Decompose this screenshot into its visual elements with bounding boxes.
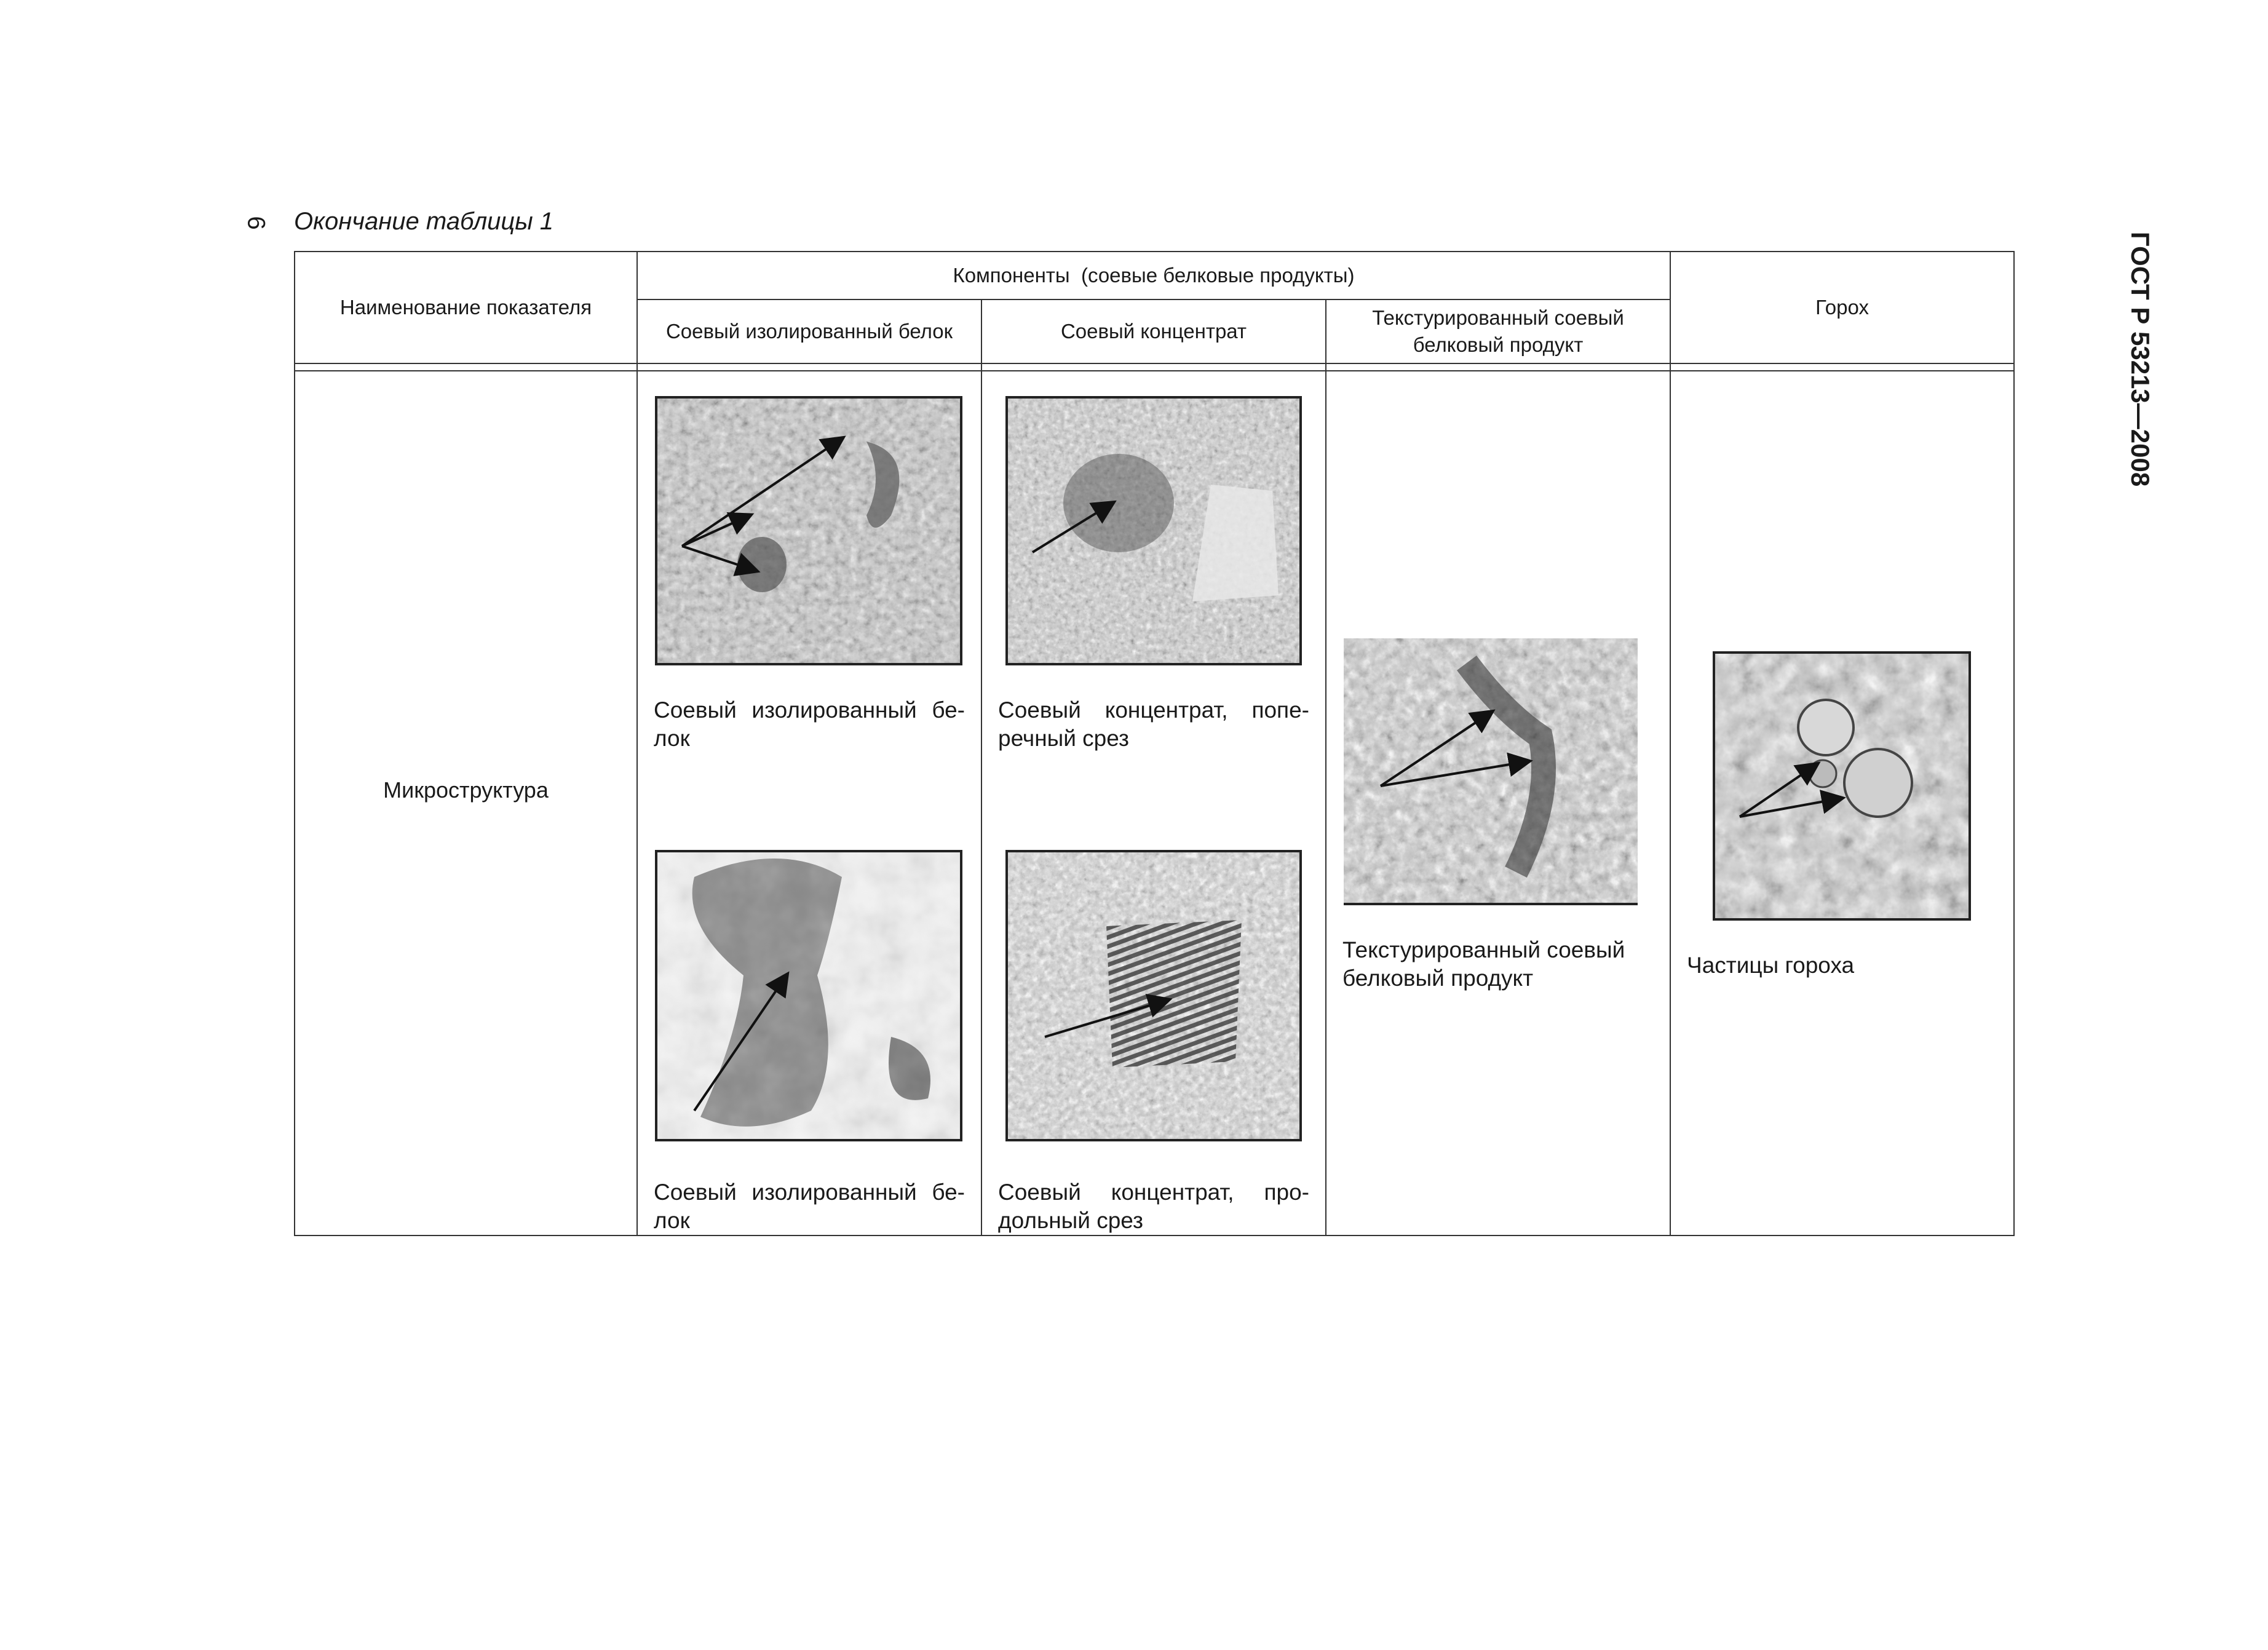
row-label: Микроструктура (383, 777, 549, 803)
textured-cell (1326, 371, 1670, 1236)
micrograph-concentrate-2 (1005, 850, 1302, 1141)
table-caption: Окончание таблицы 1 (294, 208, 554, 235)
isolate-cell (637, 371, 981, 1236)
page-number: 6 (242, 216, 270, 230)
caption-concentrate-2: Соевый концентрат, про-дольный срез (998, 1180, 1309, 1233)
table-1 (294, 251, 2015, 1236)
header-textured: Текстурированный соевый белковый продукт (1326, 299, 1670, 363)
pea-cell (1670, 371, 2014, 1236)
caption-concentrate-1: Соевый концентрат, попе-речный срез (998, 697, 1309, 751)
micrograph-concentrate-1 (1005, 396, 1302, 665)
concentrate-cell (981, 371, 1326, 1236)
caption-textured: Текстурированный соевый белковый продукт (1342, 937, 1625, 991)
document-code: ГОСТ Р 53213—2008 (2126, 231, 2155, 487)
micrograph-pea (1713, 651, 1971, 921)
micrograph-isolate-2 (655, 850, 962, 1141)
header-pea: Горох (1670, 252, 2014, 363)
header-concentrate: Соевый концентрат (981, 299, 1326, 363)
caption-isolate-1: Соевый изолированный бе-лок (654, 697, 965, 751)
header-components: Компоненты (соевые белковые продукты) (637, 252, 1670, 299)
header-indicator: Наименование показателя (295, 252, 637, 363)
header-isolate: Соевый изолированный белок (637, 299, 981, 363)
micrograph-isolate-1 (655, 396, 962, 665)
caption-isolate-2: Соевый изолированный бе-лок (654, 1180, 965, 1233)
caption-pea: Частицы гороха (1687, 953, 1855, 978)
micrograph-textured (1344, 638, 1638, 905)
row-label-cell (295, 371, 637, 1236)
